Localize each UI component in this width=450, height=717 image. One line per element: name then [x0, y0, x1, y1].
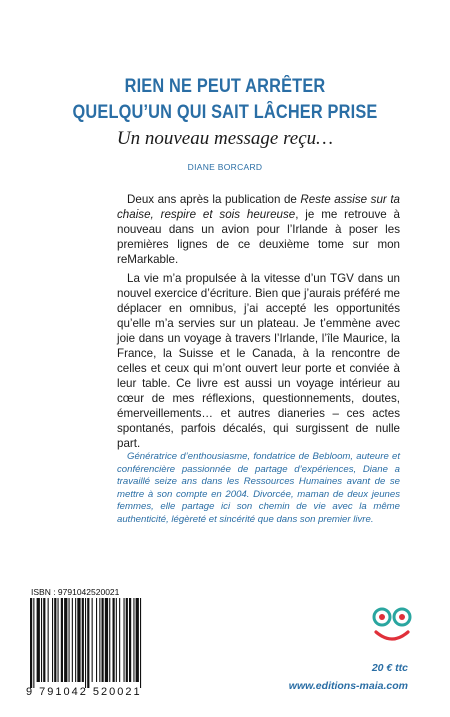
blurb-p1-end: , je me retrouve à nouveau dans un avion pour l’Irlande à poser les premières lignes de ce deuxième tome sur mon reMarkable.: [117, 208, 400, 266]
price: 20 € ttc: [371, 662, 408, 674]
barcode: [28, 598, 182, 690]
blurb-p1-start: Deux ans après la publication de: [127, 193, 301, 206]
blurb-paragraph-1: [117, 192, 400, 267]
first-book-title: Reste assise sur ta chaise, respire et sois heureuse: [117, 193, 400, 221]
publisher-website: www.editions-maia.com: [288, 680, 408, 692]
title-line-1: RIEN NE PEUT ARRÊTER: [124, 76, 326, 97]
subtitle: Un nouveau message reçu…: [116, 128, 334, 149]
author-bio: Génératrice d’enthousiasme, fondatrice de Bebloom, auteure et conférencière passionnée de partage d’expériences, Diane a travaillé seize ans dans les Ressources Humaines avant de se mettre à son compte en 2004. Divorcée, maman de deux jeunes femmes, elle partage ici son chemin de vie avec la même authenticité, légèreté et sincérité que dans son premier livre.: [117, 451, 400, 525]
author-name: DIANE BORCARD: [187, 162, 263, 172]
isbn-label: ISBN : 9791042520021: [31, 587, 120, 597]
title-line-2: QUELQU’UN QUI SAIT LÂCHER PRISE: [72, 102, 378, 123]
smiley-face-logo: [370, 606, 414, 646]
barcode-digits: 9 791042 520021: [26, 686, 142, 698]
blurb-paragraph-2: La vie m’a propulsée à la vitesse d’un TGV dans un nouvel exercice d’écriture. Bien que j’aurais préféré me déplacer en omnibus, j’ai accepté les opportunités qu’elle m’a servies sur un plateau. Je t’emmène avec joie dans un voyage à travers l’Irlande, l’île Maurice, la France, la Suisse et le Canada, à la rencontre de celles et ceux qui m’ont ouvert leur porte et conviée à leur table. Ce livre est aussi un voyage intérieur au cœur de mes réflexions, questionnements, doutes, émerveillements… et autres dianeries – ces actes spontanés, parfois décalés, qui surgissent de nulle part.: [117, 272, 400, 450]
